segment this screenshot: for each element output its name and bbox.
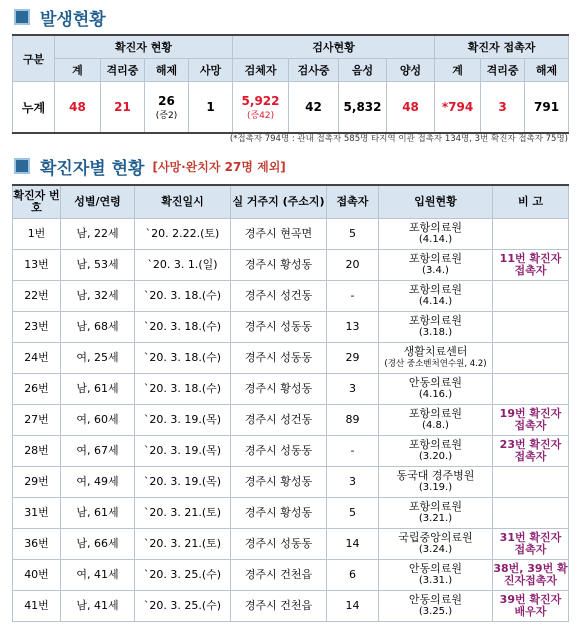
hospital-date: (4.8.) (422, 420, 449, 431)
remark: 19번 확진자 접촉자 (493, 405, 569, 436)
address: 경주시 황성동 (231, 467, 327, 498)
sub-header: 격리중 (481, 59, 525, 82)
contacts: - (327, 436, 379, 467)
hospital-date: (3.25.) (418, 606, 453, 617)
hospital-cell (379, 374, 493, 405)
confirm-date: `20. 3. 19.(목) (135, 405, 231, 436)
section-header-cases (14, 155, 286, 177)
table-row (13, 219, 569, 250)
table-row (13, 436, 569, 467)
table-row (13, 312, 569, 343)
sub-header: 사망 (189, 59, 233, 82)
sub-header: 해제 (525, 59, 569, 82)
table-row (13, 498, 569, 529)
positive-value: 48 (387, 82, 435, 134)
hospital-date: (4.16.) (418, 389, 453, 400)
confirm-date: `20. 3. 18.(수) (135, 312, 231, 343)
confirm-date: `20. 3. 18.(수) (135, 343, 231, 374)
sex-age: 남, 68세 (61, 312, 135, 343)
confirm-date: `20. 3. 21.(토) (135, 529, 231, 560)
hospital-name: 포항의료원 (408, 314, 463, 327)
sex-age: 남, 32세 (61, 281, 135, 312)
hospital-cell (379, 250, 493, 281)
hospital-cell (379, 529, 493, 560)
contacts: 3 (327, 467, 379, 498)
samples-cell (233, 82, 289, 134)
case-number: 22번 (13, 281, 61, 312)
sub-header: 계 (55, 59, 101, 82)
released-value: 26 (158, 93, 175, 108)
col-header: 확진자 번호 (13, 185, 61, 219)
sub-header: 검사중 (289, 59, 339, 82)
address: 경주시 건천읍 (231, 591, 327, 622)
case-number: 28번 (13, 436, 61, 467)
sex-age: 여, 41세 (61, 560, 135, 591)
table-row (13, 343, 569, 374)
hospital-date: (3.21.) (418, 513, 453, 524)
sub-header: 격리중 (101, 59, 145, 82)
samples-note: (증42) (246, 110, 275, 121)
sex-age: 여, 25세 (61, 343, 135, 374)
confirm-date: `20. 3. 21.(토) (135, 498, 231, 529)
hospital-name: 포항의료원 (408, 407, 463, 420)
col-header: 성별/연령 (61, 185, 135, 219)
hospital-cell (379, 560, 493, 591)
col-header: 비 고 (493, 185, 569, 219)
sex-age: 남, 66세 (61, 529, 135, 560)
contacts: 3 (327, 374, 379, 405)
remark: 31번 확진자 접촉자 (493, 529, 569, 560)
table-row (13, 529, 569, 560)
address: 경주시 건천읍 (231, 560, 327, 591)
contacts: 6 (327, 560, 379, 591)
address: 경주시 황성동 (231, 374, 327, 405)
negative-value: 5,832 (339, 82, 387, 134)
col-header: 실 거주지 (주소지) (231, 185, 327, 219)
remark (493, 312, 569, 343)
contacts: 29 (327, 343, 379, 374)
sub-header: 양성 (387, 59, 435, 82)
remark: 23번 확진자 접촉자 (493, 436, 569, 467)
isolated-value: 21 (101, 82, 145, 134)
sex-age: 여, 49세 (61, 467, 135, 498)
released-cell (145, 82, 189, 134)
section-header-status (14, 6, 106, 28)
hospital-name: 포항의료원 (408, 283, 463, 296)
hospital-name: 안동의료원 (408, 376, 463, 389)
sub-header: 계 (435, 59, 481, 82)
hospital-name: 국립중앙의료원 (398, 531, 473, 544)
contacts: 5 (327, 219, 379, 250)
sex-age: 남, 53세 (61, 250, 135, 281)
confirmed-header: 확진자 현황 (55, 35, 233, 59)
sex-age: 남, 22세 (61, 219, 135, 250)
remark (493, 374, 569, 405)
table-row (13, 560, 569, 591)
hospital-name: 포항의료원 (408, 252, 463, 265)
sex-age: 여, 60세 (61, 405, 135, 436)
hospital-date: (4.14.) (418, 296, 453, 307)
address: 경주시 성동동 (231, 529, 327, 560)
square-bullet-icon (14, 9, 30, 25)
case-number: 24번 (13, 343, 61, 374)
case-number: 26번 (13, 374, 61, 405)
address: 경주시 성동동 (231, 312, 327, 343)
contacts: 20 (327, 250, 379, 281)
table-row (13, 591, 569, 622)
hospital-date: (3.31.) (418, 575, 453, 586)
case-number: 31번 (13, 498, 61, 529)
released-note: (증2) (155, 110, 178, 121)
test-header: 검사현황 (233, 35, 435, 59)
case-number: 29번 (13, 467, 61, 498)
contact-released-value: 791 (525, 82, 569, 134)
confirm-date: `20. 3. 18.(수) (135, 281, 231, 312)
hospital-cell (379, 436, 493, 467)
hospital-name: 포항의료원 (408, 500, 463, 513)
sub-header: 해제 (145, 59, 189, 82)
section-subtitle: [사망·완치자 27명 제외] (152, 159, 286, 174)
address: 경주시 현곡면 (231, 219, 327, 250)
case-number: 41번 (13, 591, 61, 622)
hospital-date: (3.18.) (418, 327, 453, 338)
hospital-date: (3.19.) (418, 482, 453, 493)
remark (493, 343, 569, 374)
case-number: 1번 (13, 219, 61, 250)
hospital-name: 포항의료원 (408, 438, 463, 451)
remark (493, 281, 569, 312)
confirm-date: `20. 3. 25.(수) (135, 560, 231, 591)
group-header: 구분 (13, 35, 55, 82)
hospital-date: (4.14.) (418, 234, 453, 245)
hospital-cell (379, 467, 493, 498)
hospital-name: 포항의료원 (408, 221, 463, 234)
contacts: - (327, 281, 379, 312)
confirm-date: `20. 3. 18.(수) (135, 374, 231, 405)
sub-header: 검체자 (233, 59, 289, 82)
confirm-date: `20. 3. 19.(목) (135, 467, 231, 498)
hospital-date: (경산 중소벤처연수원, 4.2) (384, 359, 487, 369)
sex-age: 남, 41세 (61, 591, 135, 622)
confirm-date: `20. 2.22.(토) (135, 219, 231, 250)
table-row (13, 250, 569, 281)
hospital-cell (379, 343, 493, 374)
remark (493, 467, 569, 498)
hospital-cell (379, 219, 493, 250)
total-value: 48 (55, 82, 101, 134)
cases-table (12, 184, 569, 622)
hospital-cell (379, 281, 493, 312)
hospital-cell (379, 591, 493, 622)
sex-age: 여, 67세 (61, 436, 135, 467)
remark: 39번 확진자 배우자 (493, 591, 569, 622)
section-title: 확진자별 현황 (40, 158, 145, 179)
summary-table (12, 34, 569, 134)
remark (493, 219, 569, 250)
section-title: 발생현황 (40, 9, 106, 30)
case-number: 13번 (13, 250, 61, 281)
table-row (13, 374, 569, 405)
hospital-cell (379, 312, 493, 343)
square-bullet-icon (14, 158, 30, 174)
col-header: 입원현황 (379, 185, 493, 219)
case-number: 36번 (13, 529, 61, 560)
table-row (13, 281, 569, 312)
hospital-date: (3.4.) (422, 265, 449, 276)
address: 경주시 황성동 (231, 250, 327, 281)
confirm-date: `20. 3. 25.(수) (135, 591, 231, 622)
col-header: 접촉자 (327, 185, 379, 219)
address: 경주시 성동동 (231, 436, 327, 467)
remark: 11번 확진자 접촉자 (493, 250, 569, 281)
case-number: 27번 (13, 405, 61, 436)
hospital-name: 안동의료원 (408, 593, 463, 606)
contacts: 14 (327, 529, 379, 560)
confirm-date: `20. 3. 1.(일) (135, 250, 231, 281)
address: 경주시 황성동 (231, 498, 327, 529)
contacts: 14 (327, 591, 379, 622)
hospital-name: 동국대 경주병원 (396, 469, 475, 482)
address: 경주시 성건동 (231, 281, 327, 312)
case-number: 23번 (13, 312, 61, 343)
remark: 38번, 39번 확진자접촉자 (493, 560, 569, 591)
sub-header: 음성 (339, 59, 387, 82)
case-number: 40번 (13, 560, 61, 591)
remark (493, 498, 569, 529)
contact-total-value: *794 (435, 82, 481, 134)
contact-header: 확진자 접촉자 (435, 35, 569, 59)
table-row (13, 405, 569, 436)
hospital-date: (3.24.) (418, 544, 453, 555)
hospital-cell (379, 498, 493, 529)
row-label: 누계 (13, 82, 55, 134)
samples-value: 5,922 (241, 93, 280, 108)
contact-isolated-value: 3 (481, 82, 525, 134)
hospital-name: 생활치료센터 (403, 345, 468, 358)
deaths-value: 1 (189, 82, 233, 134)
table-row (13, 467, 569, 498)
hospital-cell (379, 405, 493, 436)
address: 경주시 성건동 (231, 405, 327, 436)
hospital-name: 안동의료원 (408, 562, 463, 575)
contacts: 13 (327, 312, 379, 343)
sex-age: 남, 61세 (61, 498, 135, 529)
col-header: 확진일시 (135, 185, 231, 219)
hospital-date: (3.20.) (418, 451, 453, 462)
testing-value: 42 (289, 82, 339, 134)
contacts: 5 (327, 498, 379, 529)
sex-age: 남, 61세 (61, 374, 135, 405)
confirm-date: `20. 3. 19.(목) (135, 436, 231, 467)
address: 경주시 성동동 (231, 343, 327, 374)
contact-footnote: (*접촉자 794명 : 관내 접촉자 585명 타지역 이관 접촉자 134명, 3번 확진자 접촉자 75명) (229, 134, 568, 144)
contacts: 89 (327, 405, 379, 436)
